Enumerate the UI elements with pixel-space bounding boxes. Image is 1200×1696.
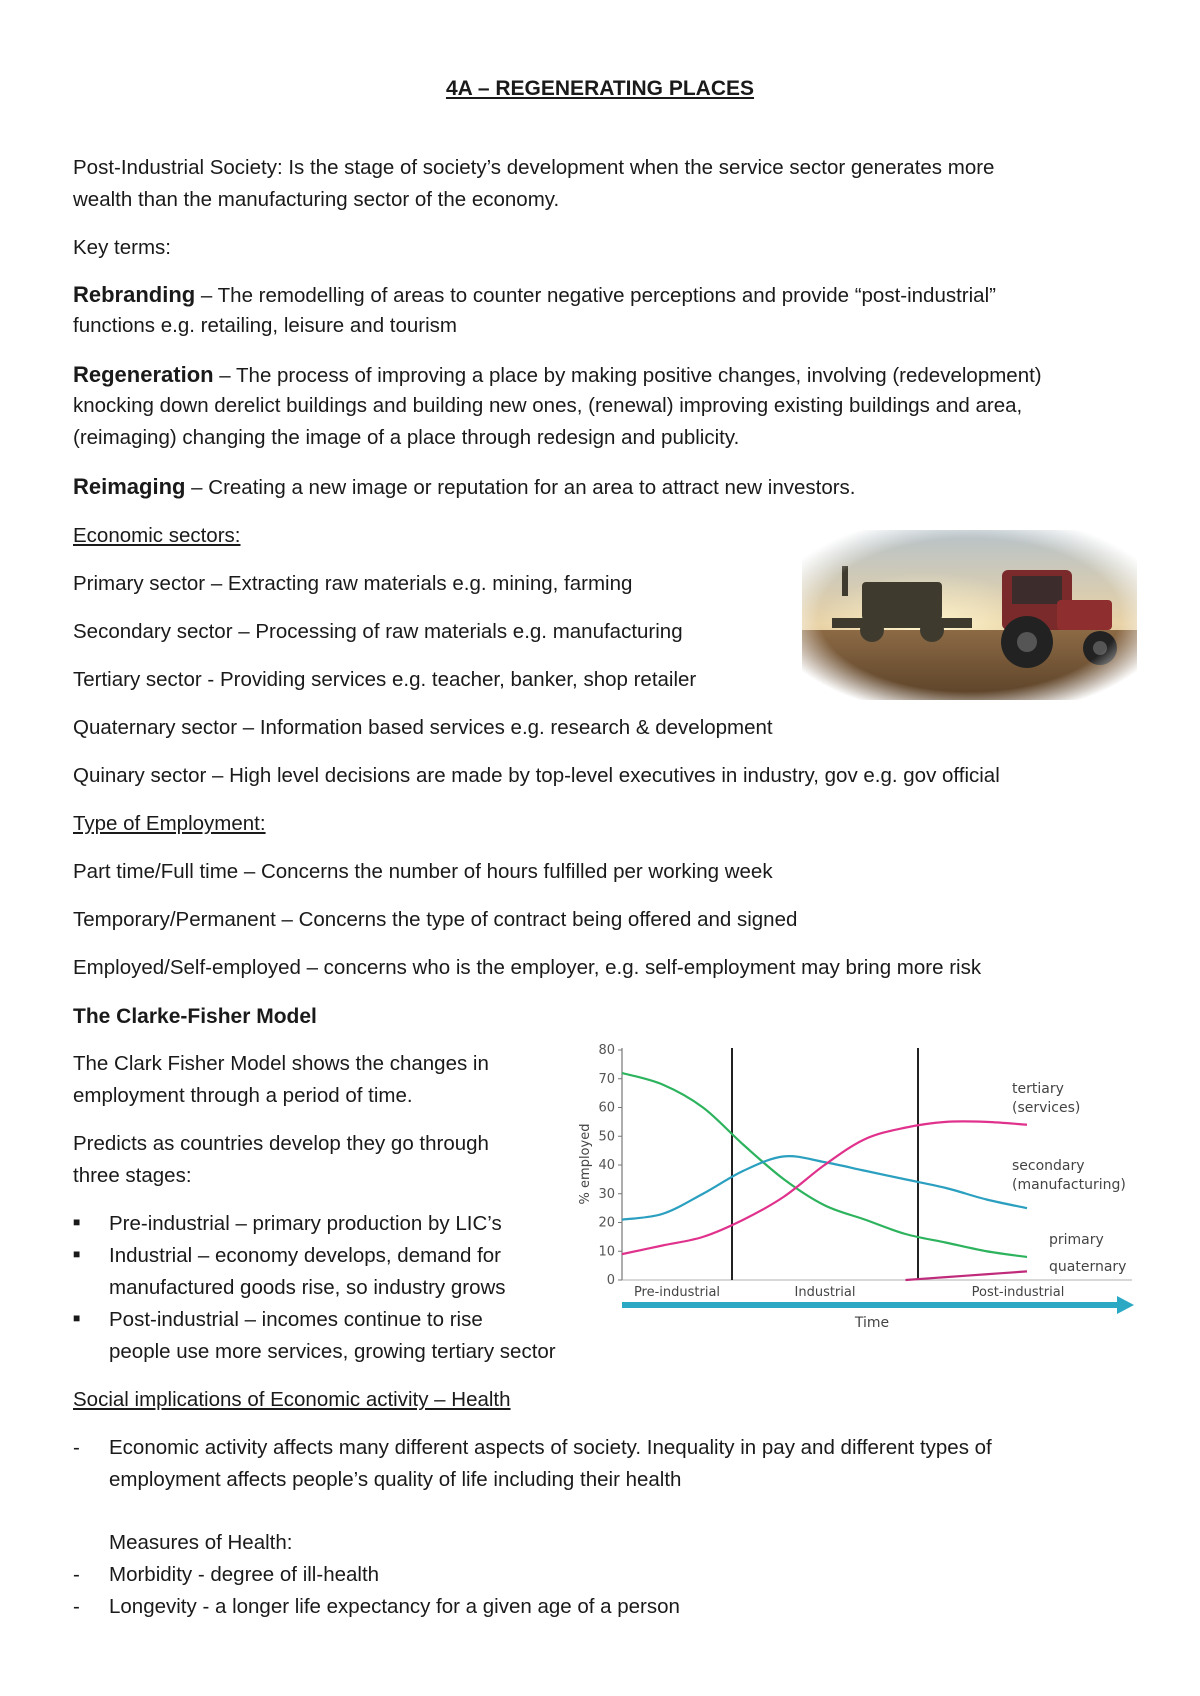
timeline-arrow-icon: [1117, 1296, 1134, 1314]
bullet-square-icon: ■: [73, 1247, 81, 1261]
rebranding-line-1: Rebranding – The remodelling of areas to counter negative perceptions and provide “post-industrial”: [73, 282, 996, 307]
social-dash-item-longevity: - Longevity - a longer life expectancy for a given age of a person: [73, 1595, 680, 1618]
cf-paragraph-1-line-1: The Clark Fisher Model shows the changes in: [73, 1052, 489, 1075]
measures-of-health: Measures of Health:: [109, 1531, 293, 1554]
economic-sectors-heading: Economic sectors:: [73, 524, 241, 547]
social-dash-item-1-line-2: employment affects people’s quality of life including their health: [109, 1468, 682, 1491]
regeneration-line-2: knocking down derelict buildings and building new ones, (renewal) improving existing buildings and area,: [73, 394, 1023, 417]
bullet-industrial-line-2: manufactured goods rise, so industry grows: [109, 1276, 506, 1299]
clarke-fisher-heading: The Clarke-Fisher Model: [73, 1005, 317, 1028]
temporary-permanent: Temporary/Permanent – Concerns the type of contract being offered and signed: [73, 908, 798, 931]
regeneration-line-1: Regeneration – The process of improving a place by making positive changes, involving (redevelopment): [73, 362, 1042, 387]
key-terms-label: Key terms:: [73, 236, 171, 259]
bullet-pre-industrial: ■ Pre-industrial – primary production by LIC’s: [73, 1212, 502, 1235]
x-axis-label: Time: [854, 1315, 890, 1330]
social-dash-item-morbidity: - Morbidity - degree of ill-health: [73, 1563, 380, 1586]
rebranding-line-2: functions e.g. retailing, leisure and tourism: [73, 314, 458, 337]
label-secondary-2: (manufacturing): [1012, 1177, 1126, 1193]
cf-paragraph-2-line-2: three stages:: [73, 1164, 192, 1187]
y-tick-label: 40: [598, 1158, 615, 1173]
y-tick-label: 70: [598, 1071, 615, 1087]
cf-paragraph-1-line-2: employment through a period of time.: [73, 1084, 413, 1107]
regeneration-line-3: (reimaging) changing the image of a place through redesign and publicity.: [73, 426, 740, 449]
y-tick-label: 0: [606, 1273, 615, 1288]
reimaging-term: Reimaging: [73, 474, 186, 499]
intro-line-2: wealth than the manufacturing sector of the economy.: [73, 188, 560, 211]
quinary-sector: Quinary sector – High level decisions are made by top-level executives in industry, gov e.g. gov official: [73, 764, 1000, 787]
bullet-square-icon: ■: [73, 1311, 81, 1325]
dash-icon: -: [73, 1563, 80, 1586]
page-title: 4A – REGENERATING PLACES: [445, 77, 755, 100]
label-tertiary-2: (services): [1012, 1100, 1081, 1116]
y-tick-label: 50: [598, 1129, 615, 1145]
y-tick-label: 60: [598, 1100, 615, 1116]
employment-heading: Type of Employment:: [73, 812, 266, 835]
reimaging-line-1: Reimaging – Creating a new image or reputation for an area to attract new investors.: [73, 474, 856, 499]
stage-pre-industrial: Pre-industrial: [633, 1285, 721, 1300]
bullet-square-icon: ■: [73, 1215, 81, 1229]
part-full-time: Part time/Full time – Concerns the number of hours fulfilled per working week: [73, 860, 773, 883]
cf-paragraph-2-line-1: Predicts as countries develop they go through: [73, 1132, 489, 1155]
y-tick-label: 20: [598, 1215, 615, 1231]
dash-icon: -: [73, 1595, 80, 1618]
y-tick-label: 80: [598, 1043, 615, 1058]
y-tick-label: 10: [598, 1244, 615, 1260]
tractor-photo: [802, 530, 1137, 700]
tertiary-sector: Tertiary sector - Providing services e.g. teacher, banker, shop retailer: [73, 668, 697, 691]
regeneration-term: Regeneration: [73, 362, 214, 387]
bullet-post-industrial: ■ Post-industrial – incomes continue to rise: [73, 1308, 483, 1331]
label-secondary-1: secondary: [1012, 1158, 1085, 1174]
clarke-fisher-chart: [572, 1040, 1142, 1330]
employed-self-employed: Employed/Self-employed – concerns who is the employer, e.g. self-employment may bring more risk: [73, 956, 982, 979]
series-line-quaternary: [906, 1271, 1028, 1280]
bullet-post-industrial-line-2: people use more services, growing tertiary sector: [109, 1340, 556, 1363]
timeline-bar: [622, 1302, 1117, 1308]
y-axis-label: % employed: [578, 1123, 593, 1205]
bullet-industrial: ■ Industrial – economy develops, demand for: [73, 1244, 502, 1267]
intro-line-1: Post-Industrial Society: Is the stage of society’s development when the service sector generates more: [73, 156, 995, 179]
y-tick-label: 30: [598, 1186, 615, 1202]
stage-industrial: Industrial: [794, 1285, 856, 1300]
quaternary-sector: Quaternary sector – Information based services e.g. research & development: [73, 716, 773, 739]
secondary-sector: Secondary sector – Processing of raw materials e.g. manufacturing: [73, 620, 683, 643]
series-line-tertiary: [622, 1121, 1027, 1254]
label-quaternary: quaternary: [1049, 1259, 1127, 1275]
stage-post-industrial: Post-industrial: [971, 1285, 1065, 1300]
dash-icon: -: [73, 1436, 80, 1459]
rebranding-term: Rebranding: [73, 282, 196, 307]
social-heading: Social implications of Economic activity – Health: [73, 1388, 511, 1411]
label-primary: primary: [1049, 1232, 1104, 1248]
social-dash-item-1: - Economic activity affects many different aspects of society. Inequality in pay and different types of: [73, 1436, 992, 1459]
label-tertiary-1: tertiary: [1012, 1081, 1064, 1097]
primary-sector: Primary sector – Extracting raw materials e.g. mining, farming: [73, 572, 633, 595]
